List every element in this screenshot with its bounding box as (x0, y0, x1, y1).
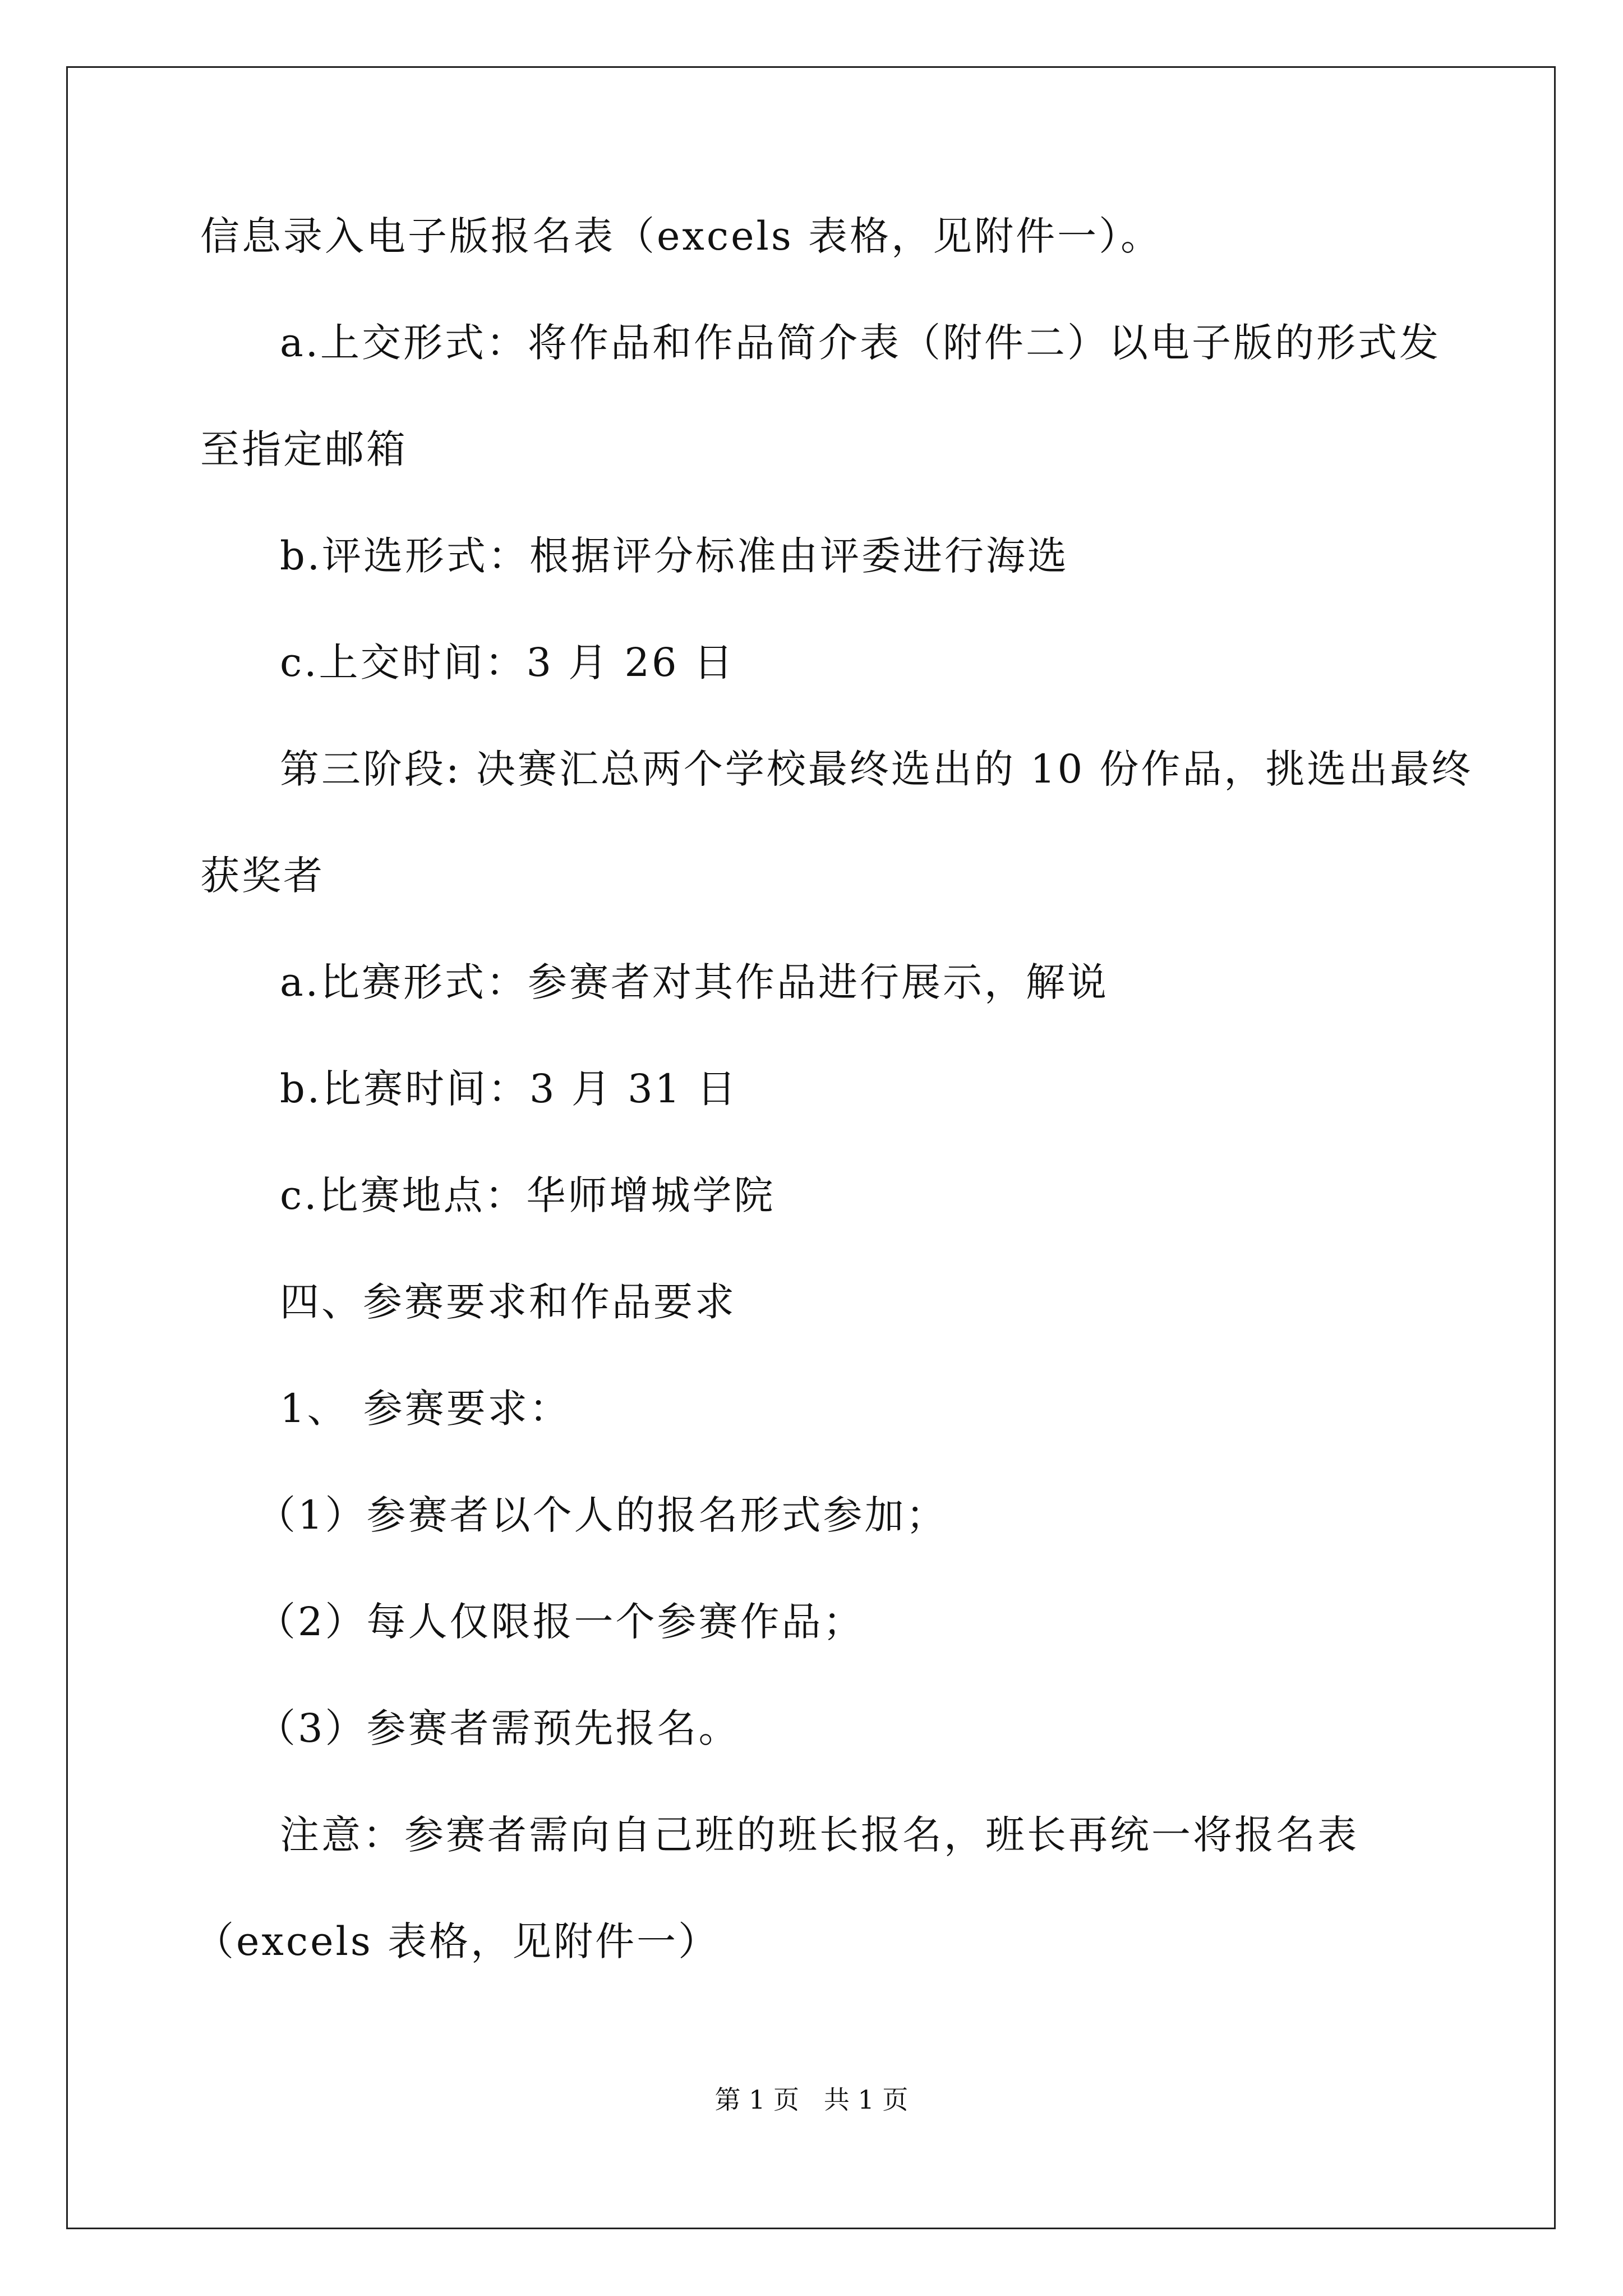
paragraph-line: a.比赛形式：参赛者对其作品进行展示，解说 (280, 959, 1109, 1005)
section-heading: 四、参赛要求和作品要求 (280, 1279, 736, 1325)
note-line: （excels 表格，见附件一） (195, 1918, 720, 1964)
page-border (66, 66, 1556, 2229)
paragraph-line: 获奖者 (200, 853, 325, 899)
list-item: （1）参赛者以个人的报名形式参加； (256, 1492, 948, 1538)
page-footer: 第 1 页 共 1 页 (714, 2085, 909, 2115)
paragraph-line: 信息录入电子版报名表（excels 表格，见附件一）。 (200, 213, 1163, 259)
paragraph-line: a.上交形式：将作品和作品简介表（附件二）以电子版的形式发 (280, 320, 1441, 366)
list-item: （2）每人仅限报一个参赛作品； (256, 1599, 865, 1645)
list-item: （3）参赛者需预先报名。 (256, 1705, 740, 1751)
subsection-heading: 1、 参赛要求： (280, 1386, 571, 1432)
paragraph-line: 至指定邮箱 (200, 426, 408, 472)
paragraph-line: c.上交时间：3 月 26 日 (280, 639, 735, 685)
paragraph-line: b.比赛时间：3 月 31 日 (280, 1066, 739, 1112)
paragraph-line: c.比赛地点：华师增城学院 (280, 1172, 776, 1218)
paragraph-line: b.评选形式：根据评分标准由评委进行海选 (280, 533, 1069, 579)
paragraph-line: 第三阶段: 决赛汇总两个学校最终选出的 10 份作品，挑选出最终 (280, 746, 1473, 792)
note-line: 注意：参赛者需向自己班的班长报名，班长再统一将报名表 (280, 1812, 1359, 1858)
